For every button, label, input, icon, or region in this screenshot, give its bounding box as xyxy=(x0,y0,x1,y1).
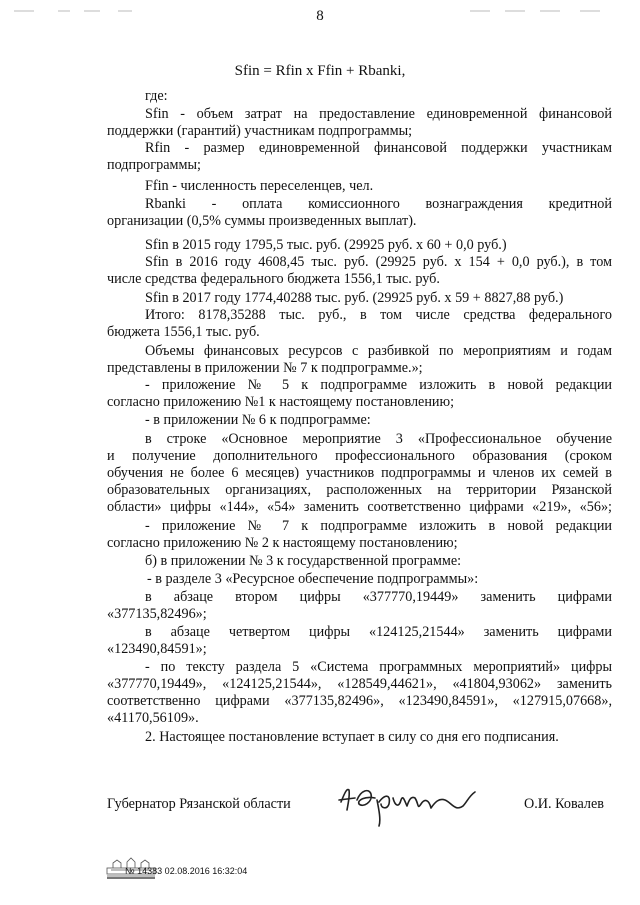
text-line: образовательных организациях, расположенных на территории Рязанской xyxy=(107,482,612,498)
formula: Sfin = Rfin x Ffin + Rbanki, xyxy=(234,63,406,79)
text-line: организации (0,5% суммы произведенных выплат). xyxy=(107,213,417,229)
text-line: в абзаце четвертом цифры «124125,21544» заменить цифрами xyxy=(145,624,612,640)
text-line: - в приложении № 6 к подпрограмме: xyxy=(145,412,371,428)
text-line: - приложение № 7 к подпрограмме изложить в новой редакции xyxy=(145,518,612,534)
text-line: Объемы финансовых ресурсов с разбивкой по мероприятиям и годам xyxy=(145,343,612,359)
text-line: - приложение № 5 к подпрограмме изложить в новой редакции xyxy=(145,377,612,393)
text-line: «377135,82496»; xyxy=(107,606,207,622)
text-line: в абзаце втором цифры «377770,19449» заменить цифрами xyxy=(145,589,612,605)
text-line: б) в приложении № 3 к государственной программе: xyxy=(145,553,462,569)
text-line: бюджета 1556,1 тыс. руб. xyxy=(107,324,260,340)
text-line: Sfin в 2017 году 1774,40288 тыс. руб. (29925 руб. х 59 + 8827,88 руб.) xyxy=(145,290,564,306)
text-line: Rfin - размер единовременной финансовой поддержки участникам xyxy=(145,140,612,156)
handwritten-signature xyxy=(335,770,485,830)
text-line: и получение дополнительного профессионального образования (сроком xyxy=(107,448,612,464)
text-line: поддержки (гарантий) участникам подпрограммы; xyxy=(107,123,413,139)
text-line: обучения не более 6 месяцев) участников подпрограммы и членов их семей в xyxy=(107,465,612,481)
text-line: согласно приложению № 2 к настоящему постановлению; xyxy=(107,535,458,551)
text-line: Sfin в 2016 году 4608,45 тыс. руб. (29925 руб. х 154 + 0,0 руб.), в том xyxy=(145,254,612,270)
text-line: «123490,84591»; xyxy=(107,641,207,657)
text-line: области» цифры «144», «54» заменить соответственно цифрами «219», «56»; xyxy=(107,499,612,515)
text-line: в строке «Основное мероприятие 3 «Профессиональное обучение xyxy=(145,431,612,447)
text-line: Sfin - объем затрат на предоставление единовременной финансовой xyxy=(145,106,612,122)
text-line: 2. Настоящее постановление вступает в силу со дня его подписания. xyxy=(145,729,559,745)
registration-stamp: № 14383 02.08.2016 16:32:04 xyxy=(125,866,248,876)
text-line: соответственно цифрами «377135,82496», «123490,84591», «127915,07668», xyxy=(107,693,612,709)
page-number: 8 xyxy=(316,8,324,24)
text-line: Rbanki - оплата комиссионного вознаграждения кредитной xyxy=(145,196,612,212)
text-line: - по тексту раздела 5 «Система программных мероприятий» цифры xyxy=(145,659,612,675)
signatory-position: Губернатор Рязанской области xyxy=(107,796,291,812)
text-line: где: xyxy=(145,88,168,104)
text-line: представлены в приложении № 7 к подпрограмме.»; xyxy=(107,360,423,376)
text-line: подпрограммы; xyxy=(107,157,201,173)
text-line: - в разделе 3 «Ресурсное обеспечение подпрограммы»: xyxy=(147,571,479,587)
signatory-name: О.И. Ковалев xyxy=(524,796,604,812)
text-line: числе средства федерального бюджета 1556,1 тыс. руб. xyxy=(107,271,440,287)
text-line: Sfin в 2015 году 1795,5 тыс. руб. (29925 руб. х 60 + 0,0 руб.) xyxy=(145,237,507,253)
text-line: Итого: 8178,35288 тыс. руб., в том числе средства федерального xyxy=(145,307,612,323)
text-line: «377770,19449», «124125,21544», «128549,44621», «41804,93062» заменить xyxy=(107,676,612,692)
text-line: согласно приложению №1 к настоящему постановлению; xyxy=(107,394,455,410)
text-line: Ffin - численность переселенцев, чел. xyxy=(145,178,374,194)
text-line: «41170,56109». xyxy=(107,710,199,726)
